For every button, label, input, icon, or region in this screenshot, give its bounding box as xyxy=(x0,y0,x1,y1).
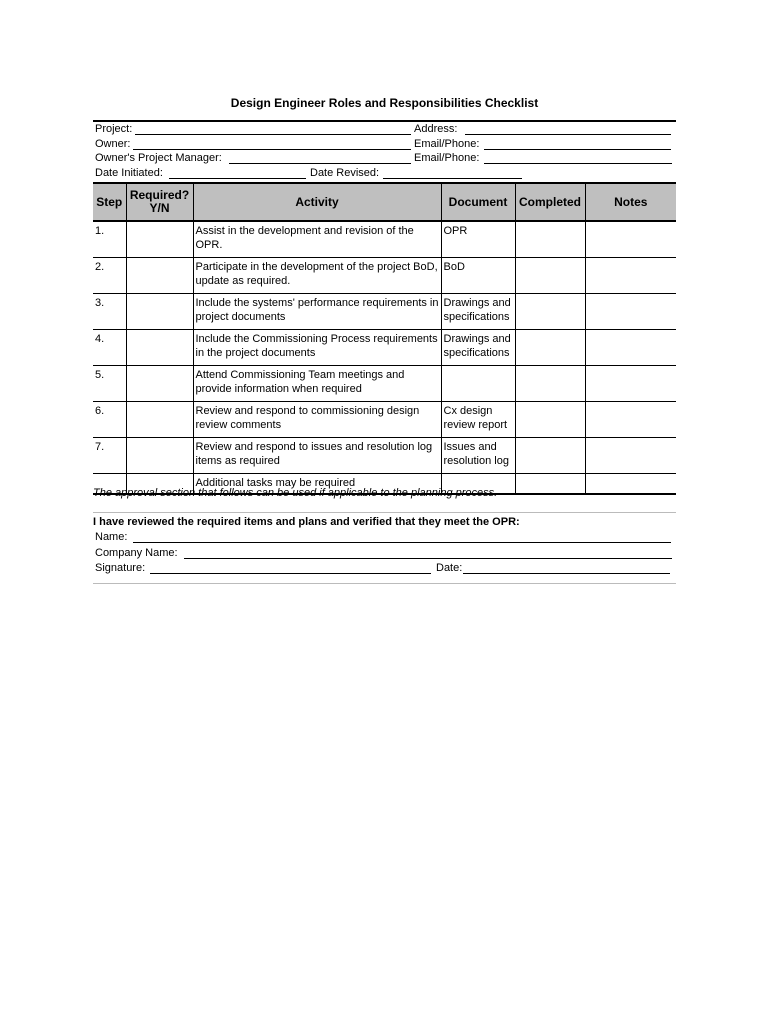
project-info-section xyxy=(93,120,676,180)
required-cell[interactable] xyxy=(126,258,193,294)
document-cell: Drawings and specifications xyxy=(441,294,515,330)
date-initiated-field[interactable] xyxy=(169,178,306,179)
table-row xyxy=(93,402,676,438)
step-cell: 2. xyxy=(93,258,126,294)
document-cell: Cx design review report xyxy=(441,402,515,438)
approval-company-label: Company Name: xyxy=(95,546,178,559)
owner-field[interactable] xyxy=(133,149,411,150)
required-cell[interactable] xyxy=(126,294,193,330)
required-cell[interactable] xyxy=(126,366,193,402)
activity-cell: Assist in the development and revision of the OPR. xyxy=(193,221,441,258)
completed-cell[interactable] xyxy=(515,438,585,474)
table-row xyxy=(93,294,676,330)
address-label: Address: xyxy=(414,123,458,135)
opm-row xyxy=(93,151,676,166)
table-row xyxy=(93,330,676,366)
opm-email-field[interactable] xyxy=(484,163,672,164)
dates-row xyxy=(93,166,676,181)
step-cell: 4. xyxy=(93,330,126,366)
approval-signature-label: Signature: xyxy=(95,562,146,574)
approval-company-field[interactable] xyxy=(184,558,672,559)
required-cell[interactable] xyxy=(126,402,193,438)
owner-email-label: Email/Phone: xyxy=(414,137,480,150)
notes-cell[interactable] xyxy=(585,258,676,294)
date-revised-label: Date Revised: xyxy=(310,166,380,179)
completed-cell[interactable] xyxy=(515,402,585,438)
project-label: Project: xyxy=(95,123,133,135)
step-cell: 5. xyxy=(93,366,126,402)
column-header-document: Document xyxy=(441,183,515,221)
notes-cell[interactable] xyxy=(585,366,676,402)
owner-label: Owner: xyxy=(95,137,131,150)
project-row xyxy=(93,122,676,137)
approval-company-row xyxy=(93,546,676,562)
date-revised-field[interactable] xyxy=(383,178,522,179)
step-cell: 6. xyxy=(93,402,126,438)
step-cell: 1. xyxy=(93,221,126,258)
approval-date-label: Date: xyxy=(436,562,463,574)
completed-cell[interactable] xyxy=(515,330,585,366)
approval-date-field[interactable] xyxy=(463,573,670,574)
document-cell: OPR xyxy=(441,221,515,258)
column-header-required: Required? Y/N xyxy=(126,183,193,221)
table-row xyxy=(93,221,676,258)
column-header-step: Step xyxy=(93,183,126,221)
column-header-completed: Completed xyxy=(515,183,585,221)
completed-cell[interactable] xyxy=(515,294,585,330)
approval-note: The approval section that follows can be used if applicable to the planning process. xyxy=(93,487,498,499)
approval-signature-row xyxy=(93,561,676,577)
document-cell: BoD xyxy=(441,258,515,294)
step-cell: 7. xyxy=(93,438,126,474)
notes-cell[interactable] xyxy=(585,330,676,366)
activity-cell: Review and respond to issues and resolution log items as required xyxy=(193,438,441,474)
activity-cell: Attend Commissioning Team meetings and provide information when required xyxy=(193,366,441,402)
completed-cell[interactable] xyxy=(515,366,585,402)
approval-name-row xyxy=(93,530,676,546)
address-field[interactable] xyxy=(465,134,671,135)
checklist-table xyxy=(93,182,676,495)
activity-cell: Additional tasks may be required xyxy=(193,474,441,495)
activity-cell: Participate in the development of the project BoD, update as required. xyxy=(193,258,441,294)
activity-cell: Include the Commissioning Process requirements in the project documents xyxy=(193,330,441,366)
table-row xyxy=(93,366,676,402)
project-field[interactable] xyxy=(135,134,411,135)
table-header-row xyxy=(93,183,676,221)
notes-cell[interactable] xyxy=(585,221,676,258)
page-title: Design Engineer Roles and Responsibilities Checklist xyxy=(230,96,539,110)
owner-email-field[interactable] xyxy=(484,149,671,150)
notes-cell[interactable] xyxy=(585,438,676,474)
table-row xyxy=(93,258,676,294)
document-cell: Issues and resolution log xyxy=(441,438,515,474)
column-header-notes: Notes xyxy=(585,183,676,221)
step-cell: 3. xyxy=(93,294,126,330)
activity-cell: Include the systems' performance requirements in project documents xyxy=(193,294,441,330)
approval-signature-field[interactable] xyxy=(150,573,431,574)
approval-section xyxy=(93,512,676,584)
column-header-activity: Activity xyxy=(193,183,441,221)
required-cell[interactable] xyxy=(126,221,193,258)
opm-label: Owner's Project Manager: xyxy=(95,152,222,164)
required-cell[interactable] xyxy=(126,330,193,366)
document-cell xyxy=(441,366,515,402)
required-cell[interactable] xyxy=(126,438,193,474)
document-cell: Drawings and specifications xyxy=(441,330,515,366)
approval-statement: I have reviewed the required items and plans and verified that they meet the OPR: xyxy=(93,516,520,528)
notes-cell[interactable] xyxy=(585,294,676,330)
approval-name-label: Name: xyxy=(95,531,128,543)
opm-field[interactable] xyxy=(229,163,411,164)
opm-email-label: Email/Phone: xyxy=(414,152,480,164)
date-initiated-label: Date Initiated: xyxy=(95,166,163,179)
notes-cell[interactable] xyxy=(585,402,676,438)
completed-cell[interactable] xyxy=(515,221,585,258)
completed-cell[interactable] xyxy=(515,258,585,294)
table-row xyxy=(93,438,676,474)
activity-cell: Review and respond to commissioning design review comments xyxy=(193,402,441,438)
owner-row xyxy=(93,137,676,152)
approval-name-field[interactable] xyxy=(133,542,671,543)
